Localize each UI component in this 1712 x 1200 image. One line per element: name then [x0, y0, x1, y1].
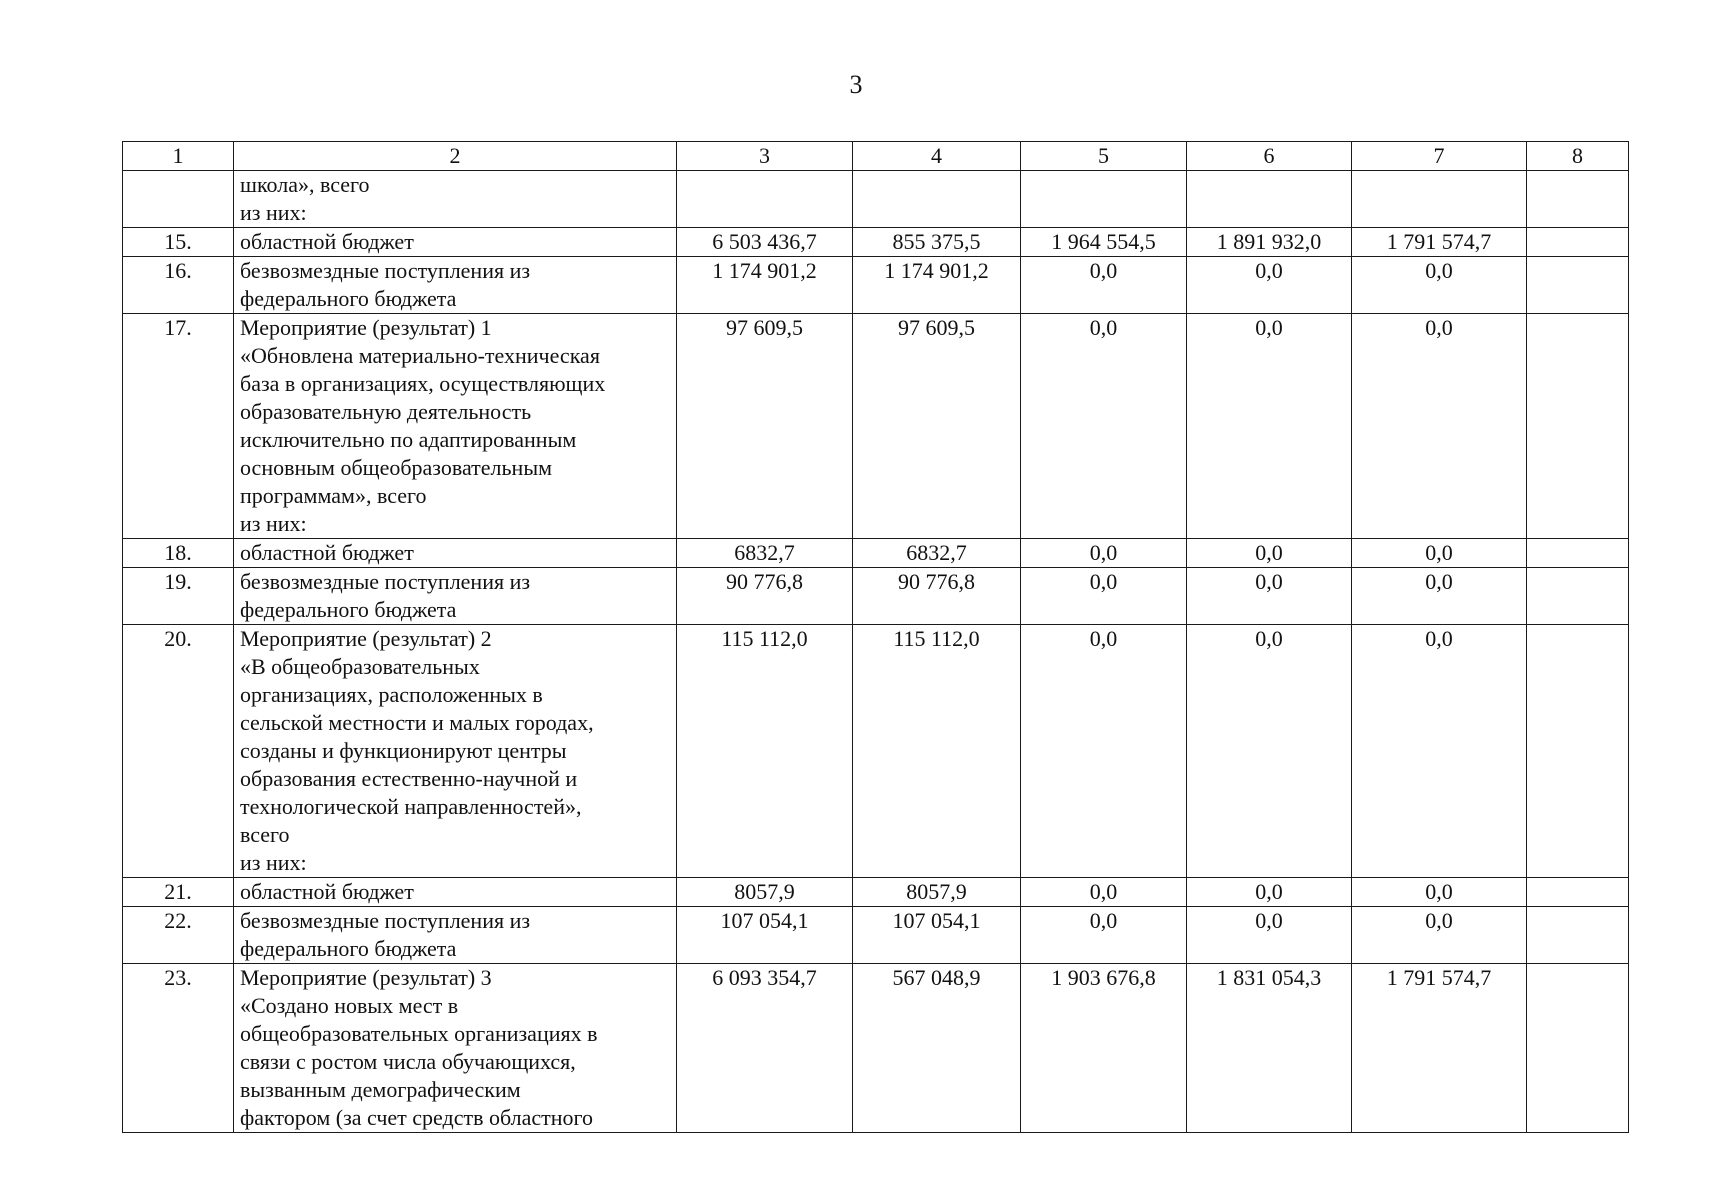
value-cell-col-4: 6832,7 — [853, 539, 1021, 568]
description-line: федерального бюджета — [240, 936, 457, 961]
value-cell-col-8 — [1527, 228, 1629, 257]
value-cell-col-4: 97 609,5 — [853, 314, 1021, 539]
value-cell-col-5: 0,0 — [1021, 314, 1187, 539]
description-line: база в организациях, осуществляющих — [240, 371, 606, 396]
description-line: из них: — [240, 511, 307, 536]
description-line: областной бюджет — [240, 229, 414, 254]
row-number-cell — [123, 171, 234, 228]
description-cell — [234, 314, 677, 539]
header-row — [123, 142, 1629, 171]
description-cell — [234, 625, 677, 878]
value-cell-col-5: 0,0 — [1021, 568, 1187, 625]
value-cell-col-7: 1 791 574,7 — [1352, 964, 1527, 1133]
value-cell-col-8 — [1527, 568, 1629, 625]
value-cell-col-6: 0,0 — [1187, 878, 1352, 907]
value-cell-col-7: 0,0 — [1352, 314, 1527, 539]
value-cell-col-5: 0,0 — [1021, 625, 1187, 878]
column-header-6: 6 — [1187, 142, 1352, 171]
value-cell-col-4: 567 048,9 — [853, 964, 1021, 1133]
value-cell-col-4: 1 174 901,2 — [853, 257, 1021, 314]
description-line: безвозмездные поступления из — [240, 908, 531, 933]
value-cell-col-4: 855 375,5 — [853, 228, 1021, 257]
value-cell-col-6: 0,0 — [1187, 907, 1352, 964]
value-cell-col-8 — [1527, 878, 1629, 907]
description-line: из них: — [240, 200, 307, 225]
value-cell-col-7: 1 791 574,7 — [1352, 228, 1527, 257]
description-cell — [234, 907, 677, 964]
value-cell-col-3: 107 054,1 — [677, 907, 853, 964]
column-header-3: 3 — [677, 142, 853, 171]
value-cell-col-4: 115 112,0 — [853, 625, 1021, 878]
description-line: фактором (за счет средств областного — [240, 1105, 594, 1130]
column-header-2: 2 — [234, 142, 677, 171]
value-cell-col-6: 1 891 932,0 — [1187, 228, 1352, 257]
description-line: «Обновлена материально-техническая — [240, 343, 600, 368]
value-cell-col-5: 1 964 554,5 — [1021, 228, 1187, 257]
value-cell-col-8 — [1527, 257, 1629, 314]
value-cell-col-3: 97 609,5 — [677, 314, 853, 539]
value-cell-col-8 — [1527, 907, 1629, 964]
page-number: 3 — [849, 70, 863, 99]
value-cell-col-5: 0,0 — [1021, 878, 1187, 907]
description-line: технологической направленностей», — [240, 794, 582, 819]
row-number-cell: 17. — [123, 314, 234, 539]
row-number-cell: 22. — [123, 907, 234, 964]
value-cell-col-4: 8057,9 — [853, 878, 1021, 907]
description-line: федерального бюджета — [240, 597, 457, 622]
value-cell-col-5: 0,0 — [1021, 257, 1187, 314]
value-cell-col-7: 0,0 — [1352, 568, 1527, 625]
budget-table — [122, 141, 1629, 1133]
description-cell — [234, 964, 677, 1133]
value-cell-col-5: 0,0 — [1021, 907, 1187, 964]
value-cell-col-8 — [1527, 314, 1629, 539]
description-line: безвозмездные поступления из — [240, 569, 531, 594]
column-header-8: 8 — [1527, 142, 1629, 171]
value-cell-col-7: 0,0 — [1352, 257, 1527, 314]
table-row — [123, 568, 1629, 625]
value-cell-col-3: 115 112,0 — [677, 625, 853, 878]
description-line: федерального бюджета — [240, 286, 457, 311]
description-line: созданы и функционируют центры — [240, 738, 567, 763]
description-line: основным общеобразовательным — [240, 455, 553, 480]
table-body — [123, 171, 1629, 1133]
row-number-cell: 16. — [123, 257, 234, 314]
value-cell-col-8 — [1527, 539, 1629, 568]
value-cell-col-4: 107 054,1 — [853, 907, 1021, 964]
row-number-cell: 19. — [123, 568, 234, 625]
table-row — [123, 257, 1629, 314]
description-line: областной бюджет — [240, 879, 414, 904]
description-line: образовательную деятельность — [240, 399, 532, 424]
value-cell-col-7 — [1352, 171, 1527, 228]
description-line: «В общеобразовательных — [240, 654, 480, 679]
description-line: областной бюджет — [240, 540, 414, 565]
description-line: организациях, расположенных в — [240, 682, 543, 707]
description-line: связи с ростом числа обучающихся, — [240, 1049, 576, 1074]
description-line: Мероприятие (результат) 2 — [240, 626, 492, 651]
description-cell — [234, 257, 677, 314]
value-cell-col-3: 6832,7 — [677, 539, 853, 568]
table-row — [123, 964, 1629, 1133]
table-row — [123, 625, 1629, 878]
description-line: общеобразовательных организациях в — [240, 1021, 598, 1046]
column-header-5: 5 — [1021, 142, 1187, 171]
description-line: безвозмездные поступления из — [240, 258, 531, 283]
description-line: Мероприятие (результат) 1 — [240, 315, 492, 340]
value-cell-col-3 — [677, 171, 853, 228]
description-cell — [234, 878, 677, 907]
table-row — [123, 171, 1629, 228]
value-cell-col-6: 0,0 — [1187, 568, 1352, 625]
description-line: «Создано новых мест в — [240, 993, 459, 1018]
table-row — [123, 228, 1629, 257]
value-cell-col-5: 0,0 — [1021, 539, 1187, 568]
value-cell-col-6: 1 831 054,3 — [1187, 964, 1352, 1133]
table-row — [123, 314, 1629, 539]
row-number-cell: 18. — [123, 539, 234, 568]
value-cell-col-3: 1 174 901,2 — [677, 257, 853, 314]
value-cell-col-3: 6 503 436,7 — [677, 228, 853, 257]
column-header-4: 4 — [853, 142, 1021, 171]
value-cell-col-7: 0,0 — [1352, 625, 1527, 878]
description-line: вызванным демографическим — [240, 1077, 521, 1102]
value-cell-col-7: 0,0 — [1352, 539, 1527, 568]
description-cell — [234, 171, 677, 228]
column-header-1: 1 — [123, 142, 234, 171]
table-row — [123, 539, 1629, 568]
description-line: всего — [240, 822, 290, 847]
value-cell-col-6: 0,0 — [1187, 539, 1352, 568]
row-number-cell: 15. — [123, 228, 234, 257]
value-cell-col-6: 0,0 — [1187, 314, 1352, 539]
description-line: программам», всего — [240, 483, 427, 508]
value-cell-col-7: 0,0 — [1352, 907, 1527, 964]
value-cell-col-6: 0,0 — [1187, 257, 1352, 314]
value-cell-col-5: 1 903 676,8 — [1021, 964, 1187, 1133]
value-cell-col-8 — [1527, 625, 1629, 878]
value-cell-col-4 — [853, 171, 1021, 228]
row-number-cell: 21. — [123, 878, 234, 907]
value-cell-col-8 — [1527, 964, 1629, 1133]
value-cell-col-8 — [1527, 171, 1629, 228]
description-line: Мероприятие (результат) 3 — [240, 965, 492, 990]
table-row — [123, 878, 1629, 907]
value-cell-col-3: 6 093 354,7 — [677, 964, 853, 1133]
value-cell-col-7: 0,0 — [1352, 878, 1527, 907]
value-cell-col-3: 8057,9 — [677, 878, 853, 907]
description-line: из них: — [240, 850, 307, 875]
description-cell — [234, 539, 677, 568]
value-cell-col-5 — [1021, 171, 1187, 228]
row-number-cell: 23. — [123, 964, 234, 1133]
row-number-cell: 20. — [123, 625, 234, 878]
table-row — [123, 907, 1629, 964]
description-cell — [234, 228, 677, 257]
description-line: школа», всего — [240, 172, 370, 197]
column-header-7: 7 — [1352, 142, 1527, 171]
description-line: исключительно по адаптированным — [240, 427, 577, 452]
value-cell-col-4: 90 776,8 — [853, 568, 1021, 625]
value-cell-col-6: 0,0 — [1187, 625, 1352, 878]
value-cell-col-6 — [1187, 171, 1352, 228]
value-cell-col-3: 90 776,8 — [677, 568, 853, 625]
description-line: образования естественно-научной и — [240, 766, 578, 791]
description-cell — [234, 568, 677, 625]
description-line: сельской местности и малых городах, — [240, 710, 594, 735]
